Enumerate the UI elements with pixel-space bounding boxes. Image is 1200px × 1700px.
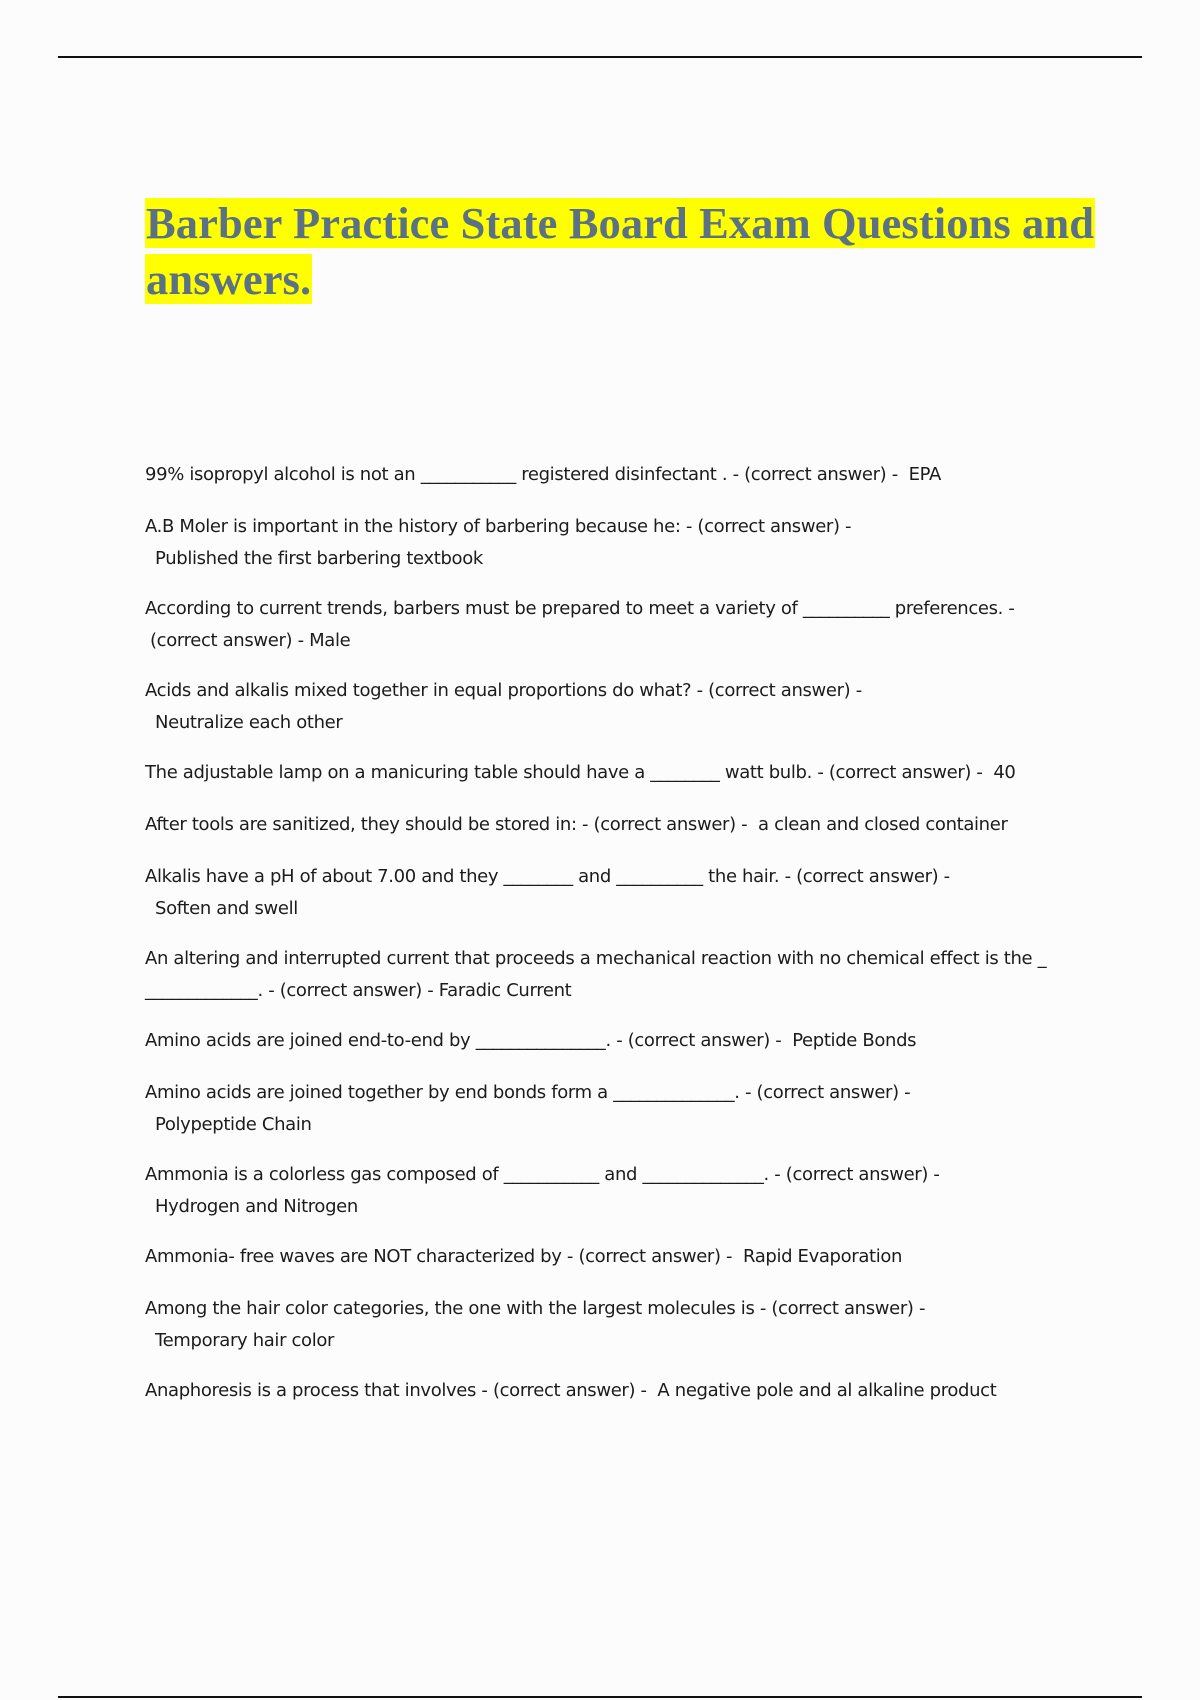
qa-answer: (correct answer) - Male (150, 630, 351, 651)
qa-question: A.B Moler is important in the history of barbering because he: - (correct answer) - (145, 516, 852, 537)
qa-item (145, 1375, 1095, 1407)
qa-answer: A negative pole and al alkaline product (657, 1380, 997, 1401)
qa-answer: Peptide Bonds (792, 1030, 917, 1051)
qa-answer: Temporary hair color (155, 1330, 335, 1351)
qa-answer: Hydrogen and Nitrogen (155, 1196, 358, 1217)
qa-question: Acids and alkalis mixed together in equal proportions do what? - (correct answer) - (145, 680, 862, 701)
document-title (145, 195, 1095, 307)
qa-question: Ammonia is a colorless gas composed of ___________ and ______________. - (correct answer) - (145, 1164, 940, 1185)
qa-item (145, 1293, 1095, 1357)
qa-item (145, 1077, 1095, 1141)
qa-item (145, 1241, 1095, 1273)
footer-rule (58, 1696, 1142, 1698)
qa-list (145, 459, 1095, 1427)
qa-item (145, 1025, 1095, 1057)
qa-answer: Rapid Evaporation (742, 1246, 903, 1267)
qa-answer: Polypeptide Chain (155, 1114, 312, 1135)
qa-item (145, 1159, 1095, 1223)
qa-answer: 40 (993, 762, 1016, 783)
qa-item (145, 809, 1095, 841)
qa-answer: Soften and swell (155, 898, 298, 919)
qa-question: After tools are sanitized, they should be stored in: - (correct answer) - (145, 814, 748, 835)
qa-question: 99% isopropyl alcohol is not an ___________ registered disinfectant . - (correct answer) - (145, 464, 898, 485)
qa-question: Anaphoresis is a process that involves - (correct answer) - (145, 1380, 647, 1401)
qa-question: Amino acids are joined end-to-end by _______________. - (correct answer) - (145, 1030, 782, 1051)
qa-answer: _____________. - (correct answer) - Faradic Current (145, 980, 572, 1001)
qa-question: Ammonia- free waves are NOT characterized by - (correct answer) - (145, 1246, 733, 1267)
qa-question: Among the hair color categories, the one with the largest molecules is - (correct answer) - (145, 1298, 926, 1319)
qa-answer: EPA (908, 464, 941, 485)
qa-item (145, 511, 1095, 575)
qa-question: Alkalis have a pH of about 7.00 and they ________ and __________ the hair. - (correct answer) - (145, 866, 950, 887)
qa-question: According to current trends, barbers must be prepared to meet a variety of __________ preferences. - (145, 598, 1015, 619)
qa-item (145, 459, 1095, 491)
qa-item (145, 861, 1095, 925)
qa-question: An altering and interrupted current that proceeds a mechanical reaction with no chemical effect is the _ (145, 948, 1047, 969)
qa-item (145, 943, 1095, 1007)
qa-answer: Neutralize each other (155, 712, 343, 733)
header-rule (58, 56, 1142, 58)
qa-question: Amino acids are joined together by end bonds form a ______________. - (correct answer) - (145, 1082, 911, 1103)
title-block (145, 195, 1095, 307)
qa-item (145, 675, 1095, 739)
qa-question: The adjustable lamp on a manicuring table should have a ________ watt bulb. - (correct answer) - (145, 762, 983, 783)
qa-item (145, 757, 1095, 789)
qa-item (145, 593, 1095, 657)
qa-answer: Published the first barbering textbook (155, 548, 483, 569)
qa-answer: a clean and closed container (758, 814, 1008, 835)
document-title-text: Barber Practice State Board Exam Questions and answers. (146, 198, 1095, 304)
